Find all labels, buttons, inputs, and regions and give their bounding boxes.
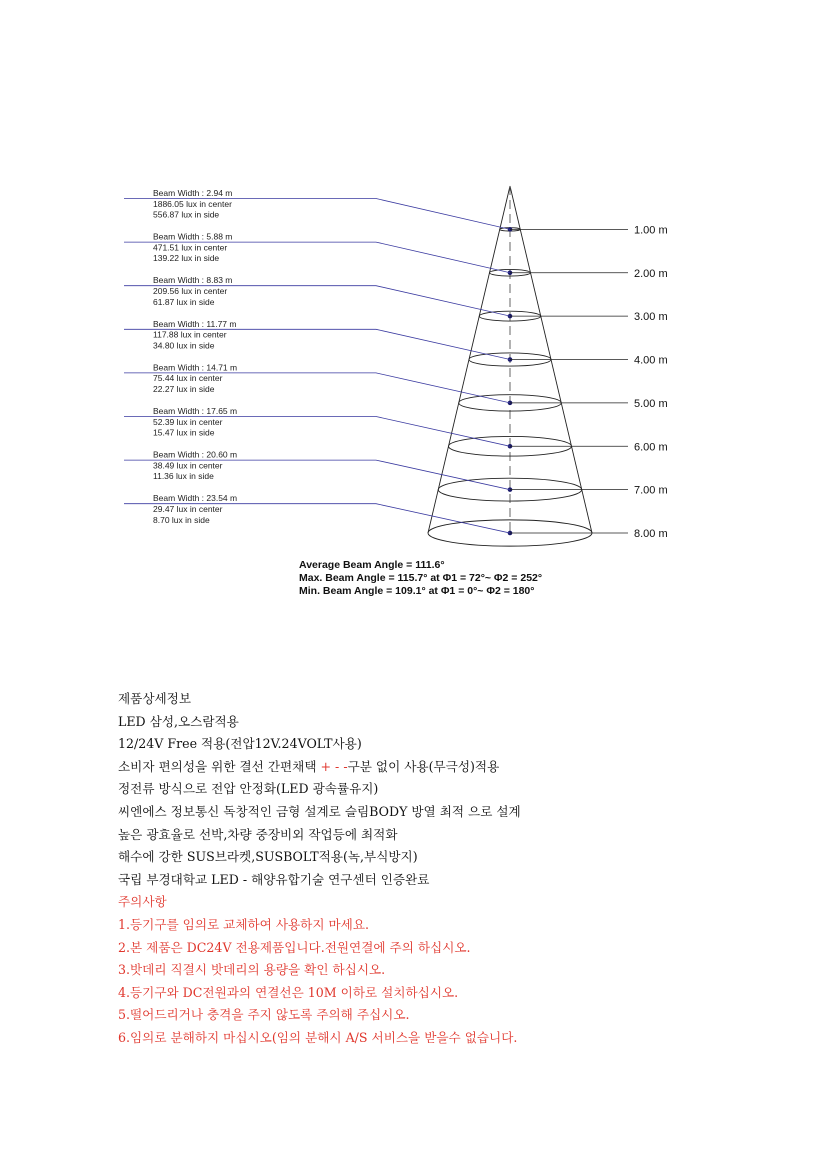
beam-width-label: Beam Width : 20.60 m [153, 449, 238, 460]
polarity-symbol: + - - [320, 758, 348, 774]
beam-width-label: Beam Width : 17.65 m [153, 406, 238, 416]
distance-label: 7.00 m [634, 484, 668, 497]
polarity-text-after: 구분 없이 사용(무극성)적용 [347, 758, 500, 774]
details-line-sus: 해수에 강한 SUS브라켓,SUSBOLT적용(녹,부식방지) [118, 849, 418, 865]
lux-center-label: 29.47 lux in center [153, 504, 223, 514]
details-line-design: 씨엔에스 정보통신 독창적인 금형 설계로 슬림BODY 방열 최적 으로 설계 [118, 803, 521, 819]
lux-center-label: 117.88 lux in center [153, 329, 227, 340]
details-title: 제품상세정보 [118, 691, 191, 706]
distance-label: 1.00 m [634, 224, 668, 237]
lux-side-label: 34.80 lux in side [153, 340, 215, 351]
caution-item: 6.임의로 분해하지 마십시오(임의 분해시 A/S 서비스을 받을수 없습니다. [118, 1029, 518, 1045]
beam-width-label: Beam Width : 11.77 m [153, 318, 237, 329]
details-line-efficiency: 높은 광효율로 선박,차량 중장비외 작업등에 최적화 [118, 826, 398, 842]
product-details [118, 688, 798, 1050]
caution-item: 3.밧데리 직결시 밧데리의 용량을 확인 하십시오. [118, 962, 386, 978]
lux-side-label: 11.36 lux in side [153, 471, 214, 482]
details-line-led: LED 삼성,오스람적용 [118, 713, 239, 729]
distance-label: 4.00 m [634, 354, 668, 367]
details-line-voltage: 12/24V Free 적용(전압12V.24VOLT사용) [118, 736, 362, 752]
lux-side-label: 8.70 lux in side [153, 514, 210, 525]
lux-side-label: 15.47 lux in side [153, 427, 215, 438]
beam-labels [153, 188, 237, 525]
distance-label: 5.00 m [634, 397, 668, 410]
lux-side-label: 556.87 lux in side [153, 209, 220, 220]
caution-item: 4.등기구와 DC전원과의 연결선은 10M 이하로 설치하십시오. [118, 984, 459, 1000]
caution-item: 2.본 제품은 DC24V 전용제품입니다.전원연결에 주의 하십시오. [118, 939, 471, 955]
caution-item: 1.등기구를 임의로 교체하여 사용하지 마세요. [118, 916, 370, 932]
distance-label: 3.00 m [634, 311, 668, 324]
light-cone [428, 186, 592, 546]
beam-width-label: Beam Width : 5.88 m [153, 231, 233, 242]
polarity-text-before: 소비자 편의성을 위한 결선 간편채택 [118, 758, 321, 774]
lux-side-label: 22.27 lux in side [153, 384, 215, 394]
beam-width-label: Beam Width : 14.71 m [153, 362, 238, 373]
min-beam-angle: Min. Beam Angle = 109.1° at Φ1 = 0°~ Φ2 = 180° [299, 585, 535, 597]
details-line-polarity [118, 756, 798, 779]
lux-side-label: 139.22 lux in side [153, 253, 220, 264]
details-line-certification: 국립 부경대학교 LED - 해양유합기술 연구센터 인증완료 [118, 871, 430, 887]
beam-width-label: Beam Width : 8.83 m [153, 275, 233, 286]
distance-label: 8.00 m [634, 528, 668, 540]
distance-label: 2.00 m [634, 267, 668, 280]
details-line-constant-current: 정전류 방식으로 전압 안정화(LED 광속률유지) [118, 781, 379, 797]
beam-width-label: Beam Width : 2.94 m [153, 188, 233, 198]
lux-center-label: 471.51 lux in center [153, 242, 228, 253]
max-beam-angle: Max. Beam Angle = 115.7° at Φ1 = 72°~ Φ2 = 252° [299, 572, 543, 584]
distance-label: 6.00 m [634, 441, 668, 454]
lux-center-label: 38.49 lux in center [153, 460, 223, 471]
lux-center-label: 1886.05 lux in center [153, 198, 232, 209]
distance-labels [510, 224, 668, 540]
lux-center-label: 52.39 lux in center [153, 416, 223, 427]
lux-side-label: 61.87 lux in side [153, 296, 215, 307]
average-beam-angle: Average Beam Angle = 111.6° [299, 559, 445, 571]
beam-width-label: Beam Width : 23.54 m [153, 493, 238, 504]
lux-center-label: 75.44 lux in center [153, 373, 223, 384]
caution-title: 주의사항 [118, 894, 167, 910]
lux-center-label: 209.56 lux in center [153, 286, 228, 296]
caution-item: 5.떨어드리거나 충격을 주지 않도록 주의해 주십시오. [118, 1007, 410, 1023]
